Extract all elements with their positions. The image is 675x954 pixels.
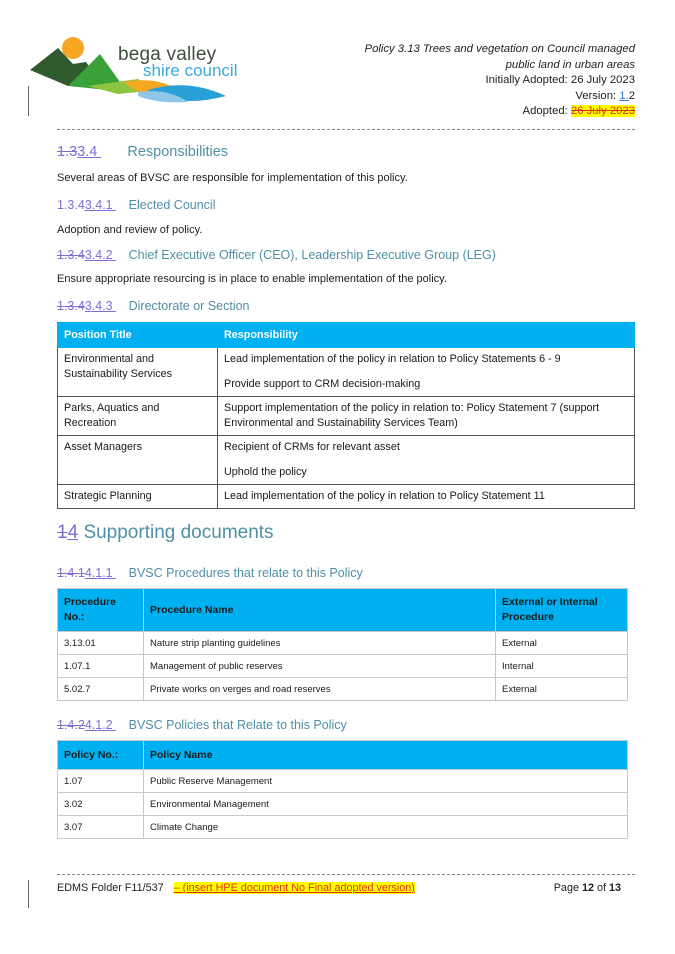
position-cell: Parks, Aquatics and Recreation bbox=[58, 397, 218, 436]
column-header: Policy No.: bbox=[58, 741, 144, 770]
table-row bbox=[58, 816, 628, 839]
policy-title-line1: Policy 3.13 Trees and vegetation on Council managed bbox=[364, 43, 635, 55]
logo-text-line2: shire council bbox=[143, 61, 238, 80]
version-label: Version: bbox=[575, 89, 620, 102]
document-header bbox=[365, 42, 635, 120]
position-cell: Asset Managers bbox=[58, 436, 218, 485]
heading-title: BVSC Policies that Relate to this Policy bbox=[128, 718, 347, 732]
heading-number-deleted: 1.3.4 bbox=[57, 198, 85, 212]
heading-number-inserted: 3.4.3 bbox=[84, 299, 113, 313]
revision-bar bbox=[28, 880, 29, 908]
heading-directorate bbox=[57, 299, 250, 313]
logo-text-line1: bega valley bbox=[118, 44, 217, 65]
adopted-label: Adopted: bbox=[522, 105, 571, 117]
heading-policies bbox=[57, 718, 347, 732]
table-row bbox=[58, 632, 628, 655]
responsibility-text: Provide support to CRM decision-making bbox=[224, 378, 421, 390]
column-header: Responsibility bbox=[218, 323, 635, 348]
table-row bbox=[58, 485, 635, 509]
responsibility-text: Recipient of CRMs for relevant asset bbox=[224, 441, 400, 453]
edms-folder: EDMS Folder F11/537 bbox=[57, 882, 164, 894]
heading-number-inserted: 4 bbox=[67, 522, 79, 543]
table-row bbox=[58, 793, 628, 816]
procedure-type: External bbox=[496, 678, 628, 701]
table-row bbox=[58, 770, 628, 793]
column-header: Policy Name bbox=[144, 741, 628, 770]
heading-title: Elected Council bbox=[128, 198, 216, 212]
responsibilities-intro: Several areas of BVSC are responsible for implementation of this policy. bbox=[57, 172, 408, 184]
revision-bar bbox=[28, 86, 29, 116]
heading-ceo bbox=[57, 248, 496, 262]
column-header: External or Internal Procedure bbox=[496, 589, 628, 632]
procedure-name: Nature strip planting guidelines bbox=[144, 632, 496, 655]
heading-number-deleted: 1.4.2 bbox=[57, 718, 85, 732]
table-row bbox=[58, 348, 635, 397]
heading-elected-council bbox=[57, 198, 215, 212]
policy-number: 3.07 bbox=[58, 816, 144, 839]
table-header-row bbox=[58, 589, 628, 632]
procedure-number: 5.02.7 bbox=[58, 678, 144, 701]
heading-number-inserted: 3.4.1 bbox=[84, 198, 113, 212]
heading-number-inserted: 3.4.2 bbox=[84, 248, 113, 262]
policy-name: Public Reserve Management bbox=[144, 770, 628, 793]
heading-number-inserted: 4.1.1 bbox=[84, 566, 113, 580]
heading-title: Responsibilities bbox=[127, 144, 229, 160]
ceo-text: Ensure appropriate resourcing is in place to enable implementation of the policy. bbox=[57, 273, 447, 285]
responsibility-text: Uphold the policy bbox=[224, 466, 307, 478]
heading-number-deleted: 1.3.4 bbox=[57, 299, 85, 313]
page-current: 12 bbox=[581, 882, 594, 894]
table-row bbox=[58, 655, 628, 678]
initially-adopted: Initially Adopted: 26 July 2023 bbox=[485, 74, 635, 86]
responsibility-cell bbox=[218, 348, 635, 397]
table-row bbox=[58, 436, 635, 485]
procedure-name: Private works on verges and road reserves bbox=[144, 678, 496, 701]
header-divider bbox=[57, 129, 635, 130]
version-line bbox=[365, 89, 635, 105]
policies-table bbox=[57, 740, 628, 839]
policy-name: Climate Change bbox=[144, 816, 628, 839]
procedures-table bbox=[57, 588, 628, 701]
responsibility-text: Lead implementation of the policy in relation to Policy Statements 6 - 9 bbox=[224, 353, 561, 365]
page-number bbox=[554, 882, 621, 894]
heading-title: BVSC Procedures that relate to this Policy bbox=[128, 566, 363, 580]
procedure-number: 3.13.01 bbox=[58, 632, 144, 655]
policy-number: 1.07 bbox=[58, 770, 144, 793]
footer-highlight-note: – (insert HPE document No Final adopted version) bbox=[173, 882, 415, 894]
responsibility-table bbox=[57, 322, 635, 509]
procedure-name: Management of public reserves bbox=[144, 655, 496, 678]
page-footer bbox=[57, 882, 635, 894]
policy-title-line2: public land in urban areas bbox=[505, 58, 635, 71]
adopted-deleted-date: 26 July 2023 bbox=[570, 105, 635, 117]
column-header: Procedure Name bbox=[144, 589, 496, 632]
heading-title: Supporting documents bbox=[83, 522, 274, 543]
responsibility-cell: Lead implementation of the policy in relation to Policy Statement 11 bbox=[218, 485, 635, 509]
heading-number-inserted: 4.1.2 bbox=[84, 718, 113, 732]
heading-supporting-documents bbox=[57, 522, 274, 544]
elected-council-text: Adoption and review of policy. bbox=[57, 224, 203, 236]
heading-number-deleted: 1 bbox=[57, 522, 68, 543]
heading-number-deleted: 1.3 bbox=[57, 144, 78, 160]
heading-title: Directorate or Section bbox=[128, 299, 250, 313]
procedure-number: 1.07.1 bbox=[58, 655, 144, 678]
position-cell: Environmental and Sustainability Services bbox=[58, 348, 218, 397]
heading-number-deleted: 1.4.1 bbox=[57, 566, 85, 580]
table-row bbox=[58, 397, 635, 436]
heading-number-deleted: 1.3.4 bbox=[57, 248, 85, 262]
adopted-line bbox=[365, 104, 635, 120]
page-prefix: Page bbox=[553, 882, 582, 894]
policy-name: Environmental Management bbox=[144, 793, 628, 816]
page-of: of bbox=[593, 882, 609, 894]
heading-procedures bbox=[57, 566, 363, 580]
heading-title: Chief Executive Officer (CEO), Leadership Executive Group (LEG) bbox=[128, 248, 496, 262]
column-header: Position Title bbox=[58, 323, 218, 348]
position-cell: Strategic Planning bbox=[58, 485, 218, 509]
table-row bbox=[58, 678, 628, 701]
page-total: 13 bbox=[608, 882, 621, 894]
responsibility-cell: Support implementation of the policy in relation to: Policy Statement 7 (support Environmental and Sustainability Services Team) bbox=[218, 397, 635, 436]
version-inserted: 1. bbox=[619, 89, 629, 102]
responsibility-cell bbox=[218, 436, 635, 485]
footer-divider bbox=[57, 874, 635, 875]
procedure-type: External bbox=[496, 632, 628, 655]
heading-number-inserted: 3.4 bbox=[77, 144, 98, 160]
heading-responsibilities bbox=[57, 144, 228, 160]
table-header-row bbox=[58, 323, 635, 348]
version-rest: 2 bbox=[628, 89, 635, 102]
table-header-row bbox=[58, 741, 628, 770]
procedure-type: Internal bbox=[496, 655, 628, 678]
policy-number: 3.02 bbox=[58, 793, 144, 816]
column-header: Procedure No.: bbox=[58, 589, 144, 632]
